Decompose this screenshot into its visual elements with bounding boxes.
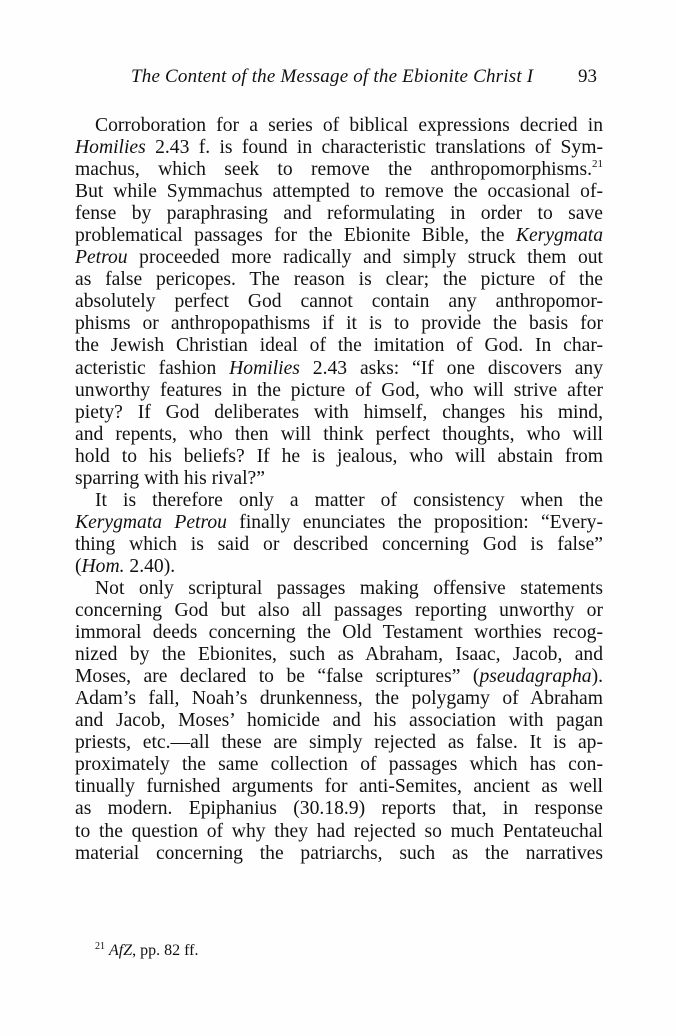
running-head [0, 66, 676, 94]
text-line [75, 291, 603, 313]
text-line [75, 402, 603, 424]
text-line [75, 269, 603, 291]
text-line [75, 776, 603, 798]
text-line [75, 247, 603, 269]
text-segment: acteristic fashion [75, 357, 230, 379]
text-segment: finally enunciates the proposition: “Every- [226, 511, 603, 533]
text-line [75, 159, 603, 181]
italic-term: Hom. [81, 555, 125, 577]
text-segment: It is therefore only a matter of consistency when the [95, 489, 603, 511]
text-segment: Corroboration for a series of biblical expressions decried in [95, 115, 603, 136]
text-segment: tinually furnished arguments for anti-Semites, ancient as well [75, 776, 603, 798]
text-line [75, 335, 603, 357]
text-segment: 2.43 f. is found in characteristic translations of Sym- [145, 137, 603, 159]
running-title: The Content of the Message of the Ebionite Christ I [131, 66, 534, 87]
footnote-marker: 21 [95, 941, 105, 952]
text-line [75, 380, 603, 402]
text-line [75, 600, 603, 622]
text-segment: unworthy features in the picture of God, who will strive after [75, 379, 603, 401]
text-segment: to the question of why they had rejected so much Pentateuchal [75, 820, 603, 842]
text-segment: immoral deeds concerning the Old Testament worthies recog- [75, 622, 603, 644]
text-segment: But while Symmachus attempted to remove the occasional of- [75, 181, 603, 203]
text-segment: machus, which seek to remove the anthropomorphisms. [75, 159, 592, 181]
text-segment: Adam’s fall, Noah’s drunkenness, the polygamy of Abraham [75, 688, 603, 710]
text-segment: and Jacob, Moses’ homicide and his association with pagan [75, 710, 603, 732]
text-line [75, 622, 603, 644]
text-segment: fense by paraphrasing and reformulating in order to save [75, 203, 603, 225]
text-segment: nized by the Ebionites, such as Abraham, Isaac, Jacob, and [75, 644, 603, 666]
text-line [75, 203, 603, 225]
text-line [75, 578, 603, 600]
text-segment: priests, etc.—all these are simply rejected as false. It is ap- [75, 732, 603, 754]
text-line [75, 644, 603, 666]
italic-term: Petrou [75, 247, 128, 269]
text-segment: concerning God but also all passages reporting unworthy or [75, 600, 603, 622]
text-line [75, 225, 603, 247]
text-segment: material concerning the patriarchs, such as the narratives [75, 842, 603, 864]
italic-term: Homilies [229, 357, 300, 379]
text-line [75, 556, 603, 578]
text-segment: as false pericopes. The reason is clear; the picture of the [75, 269, 603, 291]
text-line [75, 358, 603, 380]
text-line [75, 754, 603, 776]
text-segment: ( [75, 555, 82, 577]
text-segment: piety? If God deliberates with himself, changes his mind, [75, 401, 603, 423]
text-line [75, 732, 603, 754]
text-segment: the Jewish Christian ideal of the imitation of God. In char- [75, 335, 603, 357]
text-segment: problematical passages for the Ebionite Bible, the [75, 225, 516, 247]
text-segment: proximately the same collection of passages which has con- [75, 754, 603, 776]
text-segment: and repents, who then will think perfect thoughts, who will [75, 423, 603, 445]
italic-term: pseudagrapha [479, 666, 592, 688]
text-line [75, 446, 603, 468]
text-line [75, 468, 603, 490]
text-line [75, 424, 603, 446]
text-segment: 2.40). [124, 555, 176, 577]
text-line [75, 688, 603, 710]
text-line [75, 115, 603, 137]
footnote [95, 942, 199, 960]
italic-term: Homilies [75, 137, 146, 159]
text-segment: proceeded more radically and simply struck them out [127, 247, 603, 269]
page-number: 93 [578, 66, 597, 87]
footnote-reference: 21 [592, 158, 603, 171]
footnote-source: AfZ [109, 942, 133, 959]
text-line [75, 798, 603, 820]
text-line [75, 666, 603, 688]
text-segment: as modern. Epiphanius (30.18.9) reports that, in response [75, 798, 603, 820]
text-line [75, 821, 603, 843]
footnote-text: , pp. 82 ff. [132, 942, 199, 959]
text-line [75, 313, 603, 335]
text-segment: absolutely perfect God cannot contain any anthropomor- [75, 291, 603, 313]
text-segment: thing which is said or described concerning God is false” [75, 533, 603, 555]
italic-term: Kerygmata Petrou [75, 511, 227, 533]
text-segment: sparring with his rival?” [75, 467, 265, 489]
text-line [75, 710, 603, 732]
text-line [75, 181, 603, 203]
text-segment: phisms or anthropopathisms if it is to provide the basis for [75, 313, 603, 335]
text-segment: ). [591, 666, 603, 688]
body-text [75, 115, 603, 865]
italic-term: Kerygmata [515, 225, 603, 247]
text-segment: Moses, are declared to be “false scriptures” ( [75, 666, 480, 688]
text-line [75, 490, 603, 512]
text-segment: Not only scriptural passages making offensive statements [95, 577, 603, 599]
text-line [75, 534, 603, 556]
text-line [75, 843, 603, 865]
text-line [75, 137, 603, 159]
text-segment: 2.43 asks: “If one discovers any [299, 357, 603, 379]
text-line [75, 512, 603, 534]
text-segment: hold to his beliefs? If he is jealous, who will abstain from [75, 445, 603, 467]
